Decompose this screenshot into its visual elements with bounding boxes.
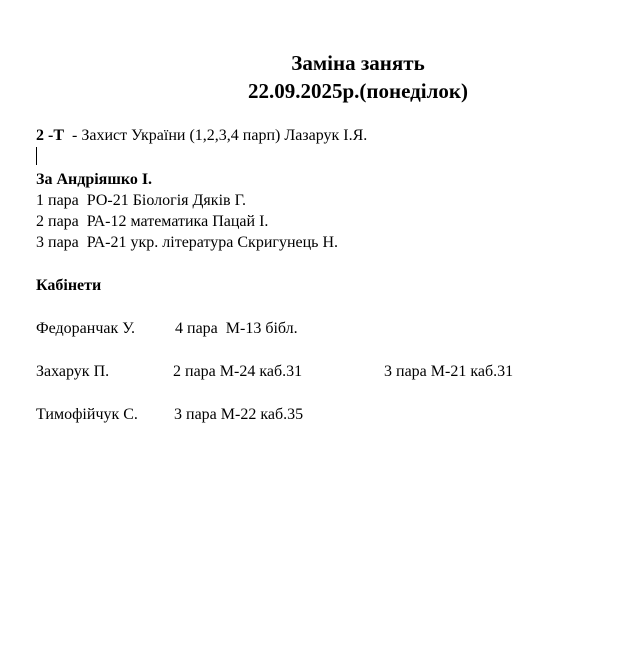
cabinet-teacher: Тимофійчук С. <box>36 406 138 423</box>
cabinet-teacher: Федоранчак У. <box>36 320 135 337</box>
cabinet-teacher: Захарук П. <box>36 363 110 380</box>
cabinet-entry: 3 пара М-22 каб.35 <box>174 406 304 423</box>
group-line <box>36 126 367 146</box>
cabinet-entry: 3 пара М-21 каб.31 <box>384 363 514 380</box>
text-cursor <box>36 147 37 165</box>
cabinet-entry: 2 пара М-24 каб.31 <box>173 363 303 380</box>
group-code: 2 -Т <box>36 127 64 144</box>
title-line-2: 22.09.2025р.(понеділок) <box>248 79 468 103</box>
replacement-lesson: 1 пара РО-21 Біологія Дяків Г. <box>36 192 247 209</box>
replacement-lesson: 3 пара РА-21 укр. література Скригунець Н. <box>36 234 339 251</box>
cabinet-entry: 4 пара М-13 бібл. <box>175 320 298 337</box>
group-description: - Захист України (1,2,3,4 парп) Лазарук І.Я. <box>64 127 368 144</box>
replacement-heading: За Андріяшко І. <box>36 171 153 188</box>
title-line-1: Заміна занять <box>291 51 425 75</box>
replacement-lesson: 2 пара РА-12 математика Пацай І. <box>36 213 269 230</box>
cabinets-heading: Кабінети <box>36 277 102 294</box>
